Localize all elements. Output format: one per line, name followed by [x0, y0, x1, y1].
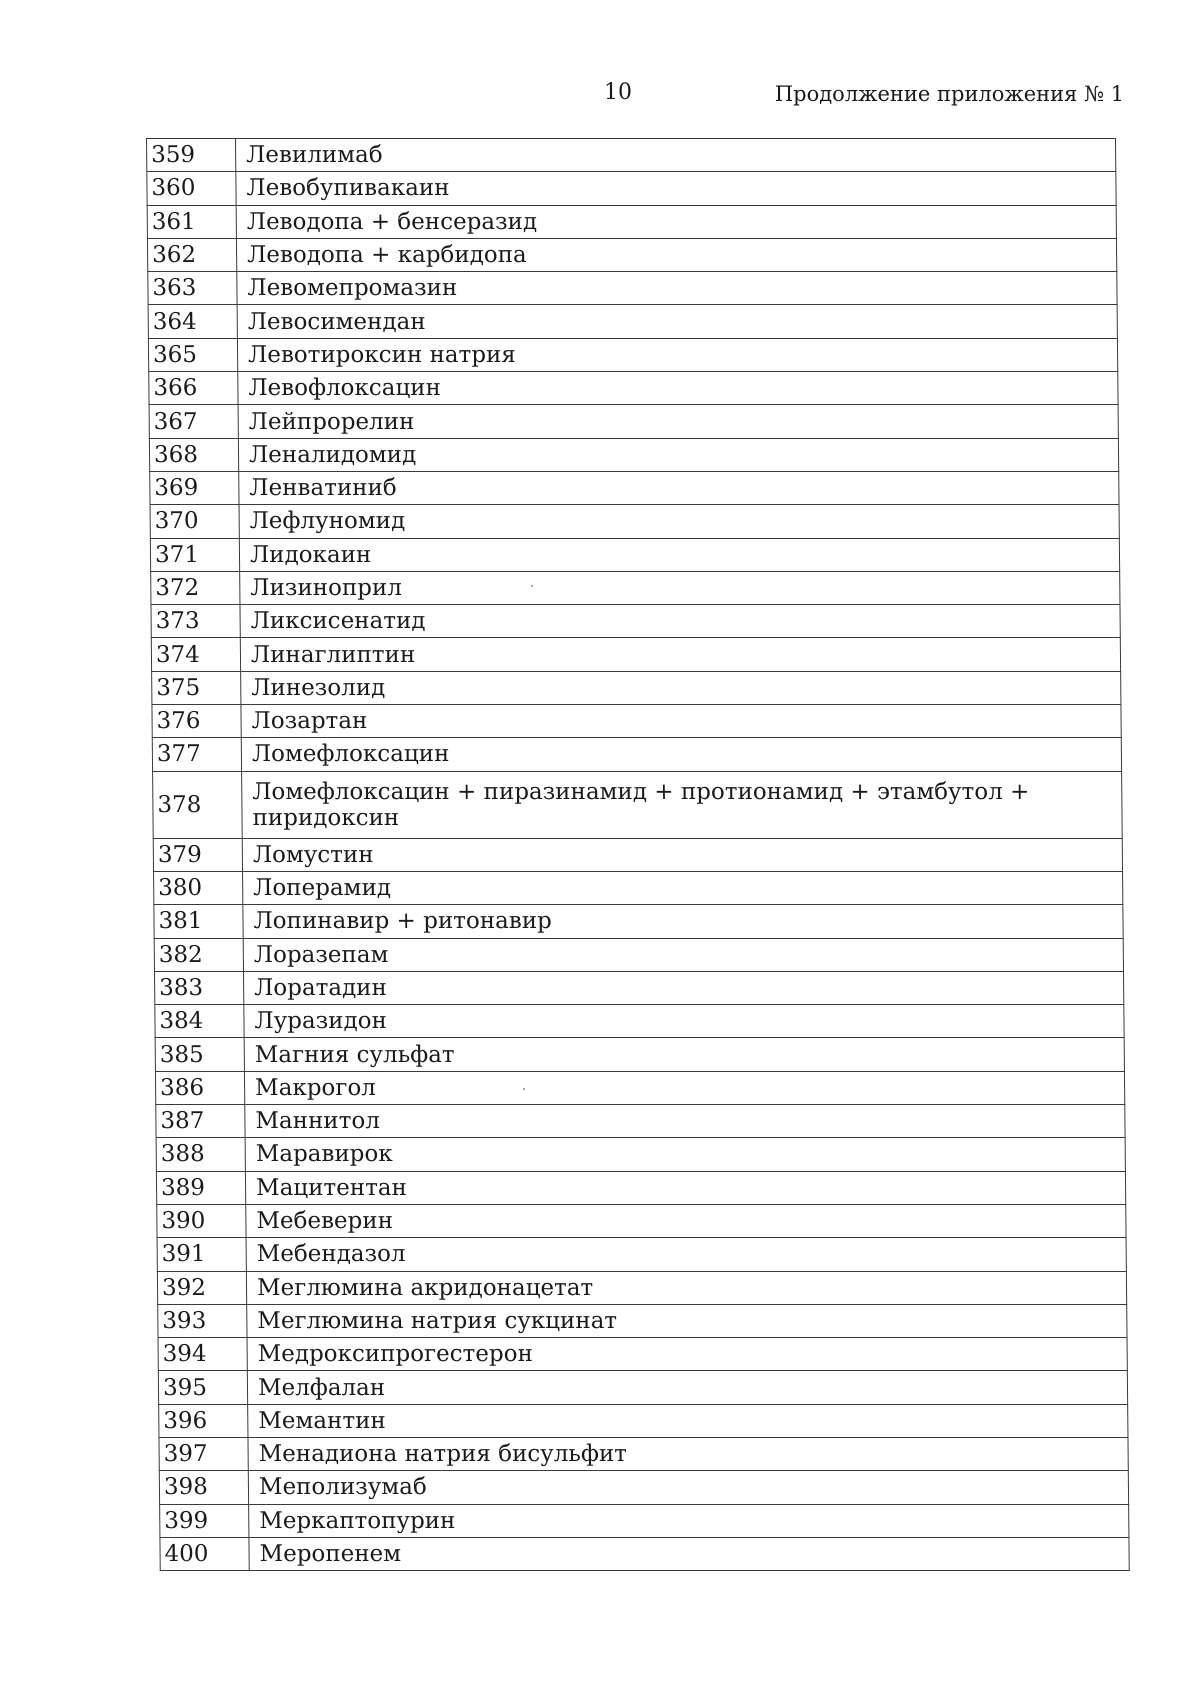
table-row — [154, 871, 1123, 904]
table-row — [153, 771, 1123, 838]
table-row — [154, 938, 1123, 971]
table-row — [151, 638, 1120, 671]
drug-name: Мелфалан — [247, 1371, 1127, 1404]
row-number: 377 — [152, 738, 241, 771]
row-number: 378 — [153, 771, 243, 838]
row-number: 362 — [147, 238, 236, 271]
table-row — [150, 471, 1119, 504]
table-row — [156, 1138, 1125, 1171]
row-number: 380 — [154, 871, 243, 904]
drug-name: Магния сульфат — [244, 1038, 1124, 1071]
row-number: 398 — [159, 1471, 248, 1504]
table-row — [157, 1271, 1126, 1304]
page-number: 10 — [604, 80, 632, 105]
row-number: 381 — [154, 905, 243, 938]
row-number: 385 — [155, 1038, 244, 1071]
row-number: 374 — [151, 638, 240, 671]
drug-name: Линезолид — [241, 671, 1121, 704]
table-row — [147, 205, 1116, 238]
table-row — [150, 538, 1119, 571]
row-number: 379 — [153, 838, 242, 871]
table-row — [152, 671, 1121, 704]
drug-name: Лоперамид — [243, 871, 1123, 904]
table-row — [158, 1338, 1127, 1371]
table-row — [147, 139, 1116, 172]
drug-name: Левомепромазин — [237, 272, 1117, 305]
table-row — [158, 1304, 1127, 1337]
table-row — [155, 1038, 1124, 1071]
drug-name: Ломефлоксацин — [241, 738, 1121, 771]
drug-name: Маравирок — [245, 1138, 1125, 1171]
drug-name: Левофлоксацин — [238, 372, 1118, 405]
table-row — [149, 405, 1118, 438]
table-row — [151, 571, 1120, 604]
drug-name: Леналидомид — [238, 438, 1118, 471]
drug-name: Лопинавир + ритонавир — [243, 905, 1123, 938]
drug-name: Левосимендан — [237, 305, 1117, 338]
drug-table — [146, 138, 1130, 1571]
drug-name: Маннитол — [245, 1105, 1125, 1138]
table-row — [157, 1204, 1126, 1237]
table-row — [153, 838, 1122, 871]
drug-name: Меглюмина акридонацетат — [246, 1271, 1126, 1304]
drug-name: Мебеверин — [246, 1204, 1126, 1237]
drug-name: Меропенем — [249, 1537, 1129, 1570]
drug-name: Левобупивакаин — [236, 172, 1116, 205]
row-number: 372 — [151, 571, 240, 604]
row-number: 393 — [158, 1304, 247, 1337]
drug-name: Лейпрорелин — [238, 405, 1118, 438]
table-row — [148, 272, 1117, 305]
row-number: 392 — [157, 1271, 246, 1304]
row-number: 390 — [157, 1204, 246, 1237]
row-number: 386 — [155, 1071, 244, 1104]
drug-name: Лизиноприл — [240, 571, 1120, 604]
drug-name: Леводопа + карбидопа — [236, 238, 1116, 271]
table-row — [147, 172, 1116, 205]
table-row — [159, 1404, 1128, 1437]
drug-name: Леводопа + бенсеразид — [236, 205, 1116, 238]
drug-name: Левилимаб — [236, 139, 1116, 172]
table-row — [159, 1437, 1128, 1470]
row-number: 389 — [156, 1171, 245, 1204]
table-row — [149, 372, 1118, 405]
drug-name: Лоратадин — [243, 971, 1123, 1004]
drug-name: Менадиона натрия бисульфит — [248, 1437, 1128, 1470]
drug-name: Левотироксин натрия — [237, 338, 1117, 371]
row-number: 396 — [159, 1404, 248, 1437]
row-number: 395 — [158, 1371, 247, 1404]
row-number: 383 — [154, 971, 243, 1004]
table-row — [148, 338, 1117, 371]
table-row — [155, 1005, 1124, 1038]
row-number: 363 — [148, 272, 237, 305]
table-row — [147, 238, 1116, 271]
drug-name: Лоразепам — [243, 938, 1123, 971]
row-number: 367 — [149, 405, 238, 438]
continuation-label: Продолжение приложения № 1 — [774, 82, 1124, 106]
scan-speck — [523, 1088, 525, 1090]
table-row — [158, 1371, 1127, 1404]
drug-name: Мебендазол — [246, 1238, 1126, 1271]
drug-name: Лидокаин — [239, 538, 1119, 571]
drug-name: Лефлуномид — [239, 505, 1119, 538]
drug-name: Линаглиптин — [240, 638, 1120, 671]
table-row — [152, 705, 1121, 738]
row-number: 365 — [148, 338, 237, 371]
scan-speck — [531, 585, 533, 587]
drug-name: Луразидон — [244, 1005, 1124, 1038]
row-number: 394 — [158, 1338, 247, 1371]
row-number: 360 — [147, 172, 236, 205]
table-row — [154, 971, 1123, 1004]
table-row — [151, 605, 1120, 638]
row-number: 391 — [157, 1238, 246, 1271]
row-number: 388 — [156, 1138, 245, 1171]
drug-name: Меглюмина натрия сукцинат — [247, 1304, 1127, 1337]
table-row — [152, 738, 1121, 771]
drug-name: Медроксипрогестерон — [247, 1338, 1127, 1371]
row-number: 369 — [150, 471, 239, 504]
table-row — [160, 1537, 1129, 1570]
drug-table-body — [147, 139, 1130, 1571]
drug-name: Ликсисенатид — [240, 605, 1120, 638]
row-number: 359 — [147, 139, 236, 172]
table-row — [150, 505, 1119, 538]
drug-name: Лозартан — [241, 705, 1121, 738]
row-number: 384 — [155, 1005, 244, 1038]
drug-name: Ломефлоксацин + пиразинамид + протионамид + этамбутол + пиридоксин — [242, 771, 1123, 838]
drug-name: Мацитентан — [245, 1171, 1125, 1204]
row-number: 364 — [148, 305, 237, 338]
row-number: 368 — [149, 438, 238, 471]
row-number: 400 — [160, 1537, 249, 1570]
row-number: 382 — [154, 938, 243, 971]
row-number: 387 — [156, 1105, 245, 1138]
row-number: 371 — [150, 538, 239, 571]
table-row — [154, 905, 1123, 938]
table-row — [159, 1471, 1128, 1504]
table-row — [160, 1504, 1129, 1537]
table-row — [156, 1171, 1125, 1204]
drug-name: Макрогол — [244, 1071, 1124, 1104]
row-number: 373 — [151, 605, 240, 638]
row-number: 370 — [150, 505, 239, 538]
drug-name: Ломустин — [242, 838, 1122, 871]
row-number: 375 — [152, 671, 241, 704]
row-number: 366 — [149, 372, 238, 405]
row-number: 399 — [160, 1504, 249, 1537]
drug-name: Мемантин — [248, 1404, 1128, 1437]
table-row — [148, 305, 1117, 338]
row-number: 397 — [159, 1437, 248, 1470]
drug-name: Меркаптопурин — [249, 1504, 1129, 1537]
table-row — [155, 1071, 1124, 1104]
table-row — [157, 1238, 1126, 1271]
table-row — [149, 438, 1118, 471]
drug-name: Ленватиниб — [239, 471, 1119, 504]
row-number: 376 — [152, 705, 241, 738]
table-row — [156, 1105, 1125, 1138]
row-number: 361 — [147, 205, 236, 238]
drug-name: Меполизумаб — [248, 1471, 1128, 1504]
